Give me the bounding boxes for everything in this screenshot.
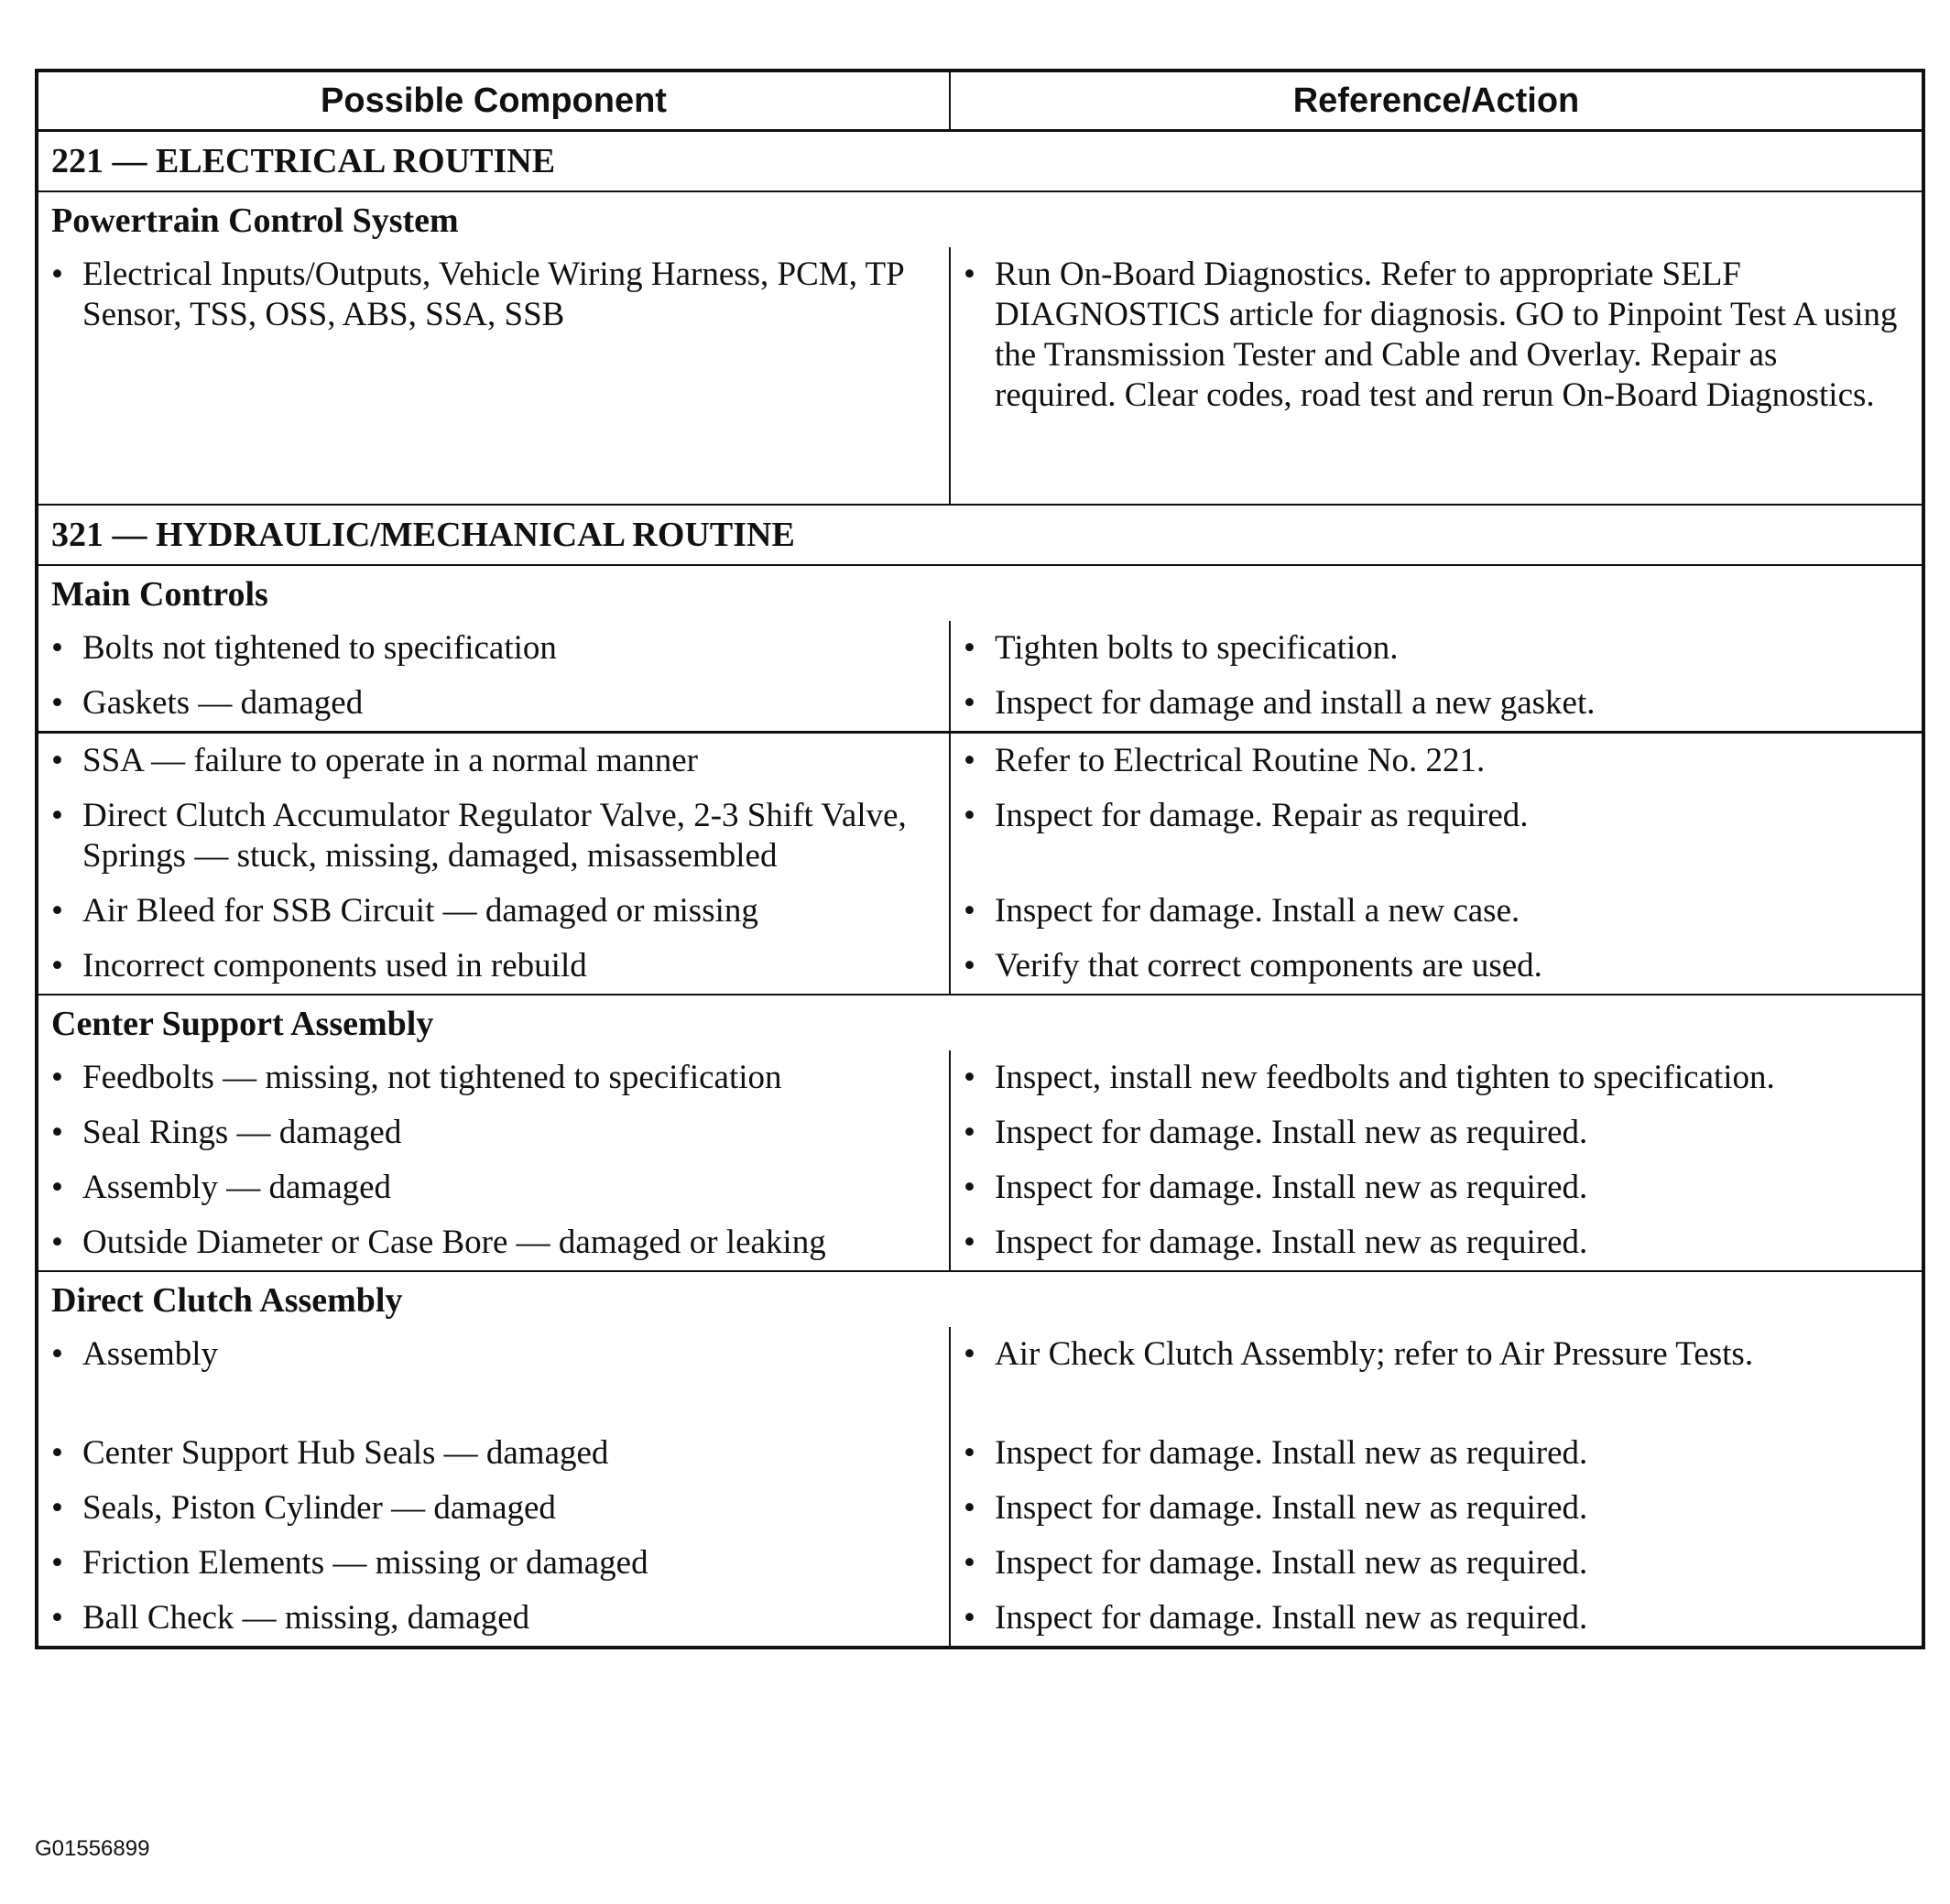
table-row bbox=[37, 1481, 1923, 1536]
table-row bbox=[37, 1050, 1923, 1105]
list-item bbox=[951, 1481, 1922, 1536]
routine-row-321 bbox=[37, 505, 1923, 565]
table-row bbox=[37, 1160, 1923, 1215]
bullet-icon: • bbox=[51, 1489, 63, 1527]
table-row bbox=[37, 621, 1923, 676]
action-cell bbox=[950, 1050, 1923, 1105]
action-cell bbox=[950, 789, 1923, 884]
table-row bbox=[37, 939, 1923, 995]
routine-row-221 bbox=[37, 131, 1923, 192]
table-row bbox=[37, 676, 1923, 733]
list-item bbox=[38, 621, 949, 676]
component-text: Assembly bbox=[82, 1335, 218, 1373]
list-item bbox=[38, 1105, 949, 1160]
list-item bbox=[38, 1536, 949, 1591]
component-text: Incorrect components used in rebuild bbox=[82, 947, 587, 985]
group-title-row bbox=[37, 995, 1923, 1050]
table-row bbox=[37, 1591, 1923, 1648]
bullet-icon: • bbox=[964, 947, 975, 985]
component-cell bbox=[37, 1536, 950, 1591]
action-cell bbox=[950, 247, 1923, 505]
list-item bbox=[38, 1160, 949, 1215]
bullet-icon: • bbox=[964, 1544, 975, 1582]
list-item bbox=[951, 1160, 1922, 1215]
group-title-row bbox=[37, 1271, 1923, 1327]
list-item bbox=[38, 247, 949, 504]
list-item bbox=[951, 1536, 1922, 1591]
action-text: Inspect for damage and install a new gasket. bbox=[995, 684, 1596, 722]
component-cell bbox=[37, 1591, 950, 1648]
list-item bbox=[951, 1591, 1922, 1646]
component-cell bbox=[37, 939, 950, 995]
action-cell bbox=[950, 676, 1923, 733]
action-cell bbox=[950, 1426, 1923, 1481]
routine-title-321: 321 — HYDRAULIC/MECHANICAL ROUTINE bbox=[37, 505, 1923, 565]
component-cell bbox=[37, 1426, 950, 1481]
bullet-icon: • bbox=[964, 256, 975, 293]
action-text: Refer to Electrical Routine No. 221. bbox=[995, 742, 1486, 779]
table-row bbox=[37, 247, 1923, 505]
component-text: Center Support Hub Seals — damaged bbox=[82, 1434, 609, 1472]
bullet-icon: • bbox=[964, 1335, 975, 1373]
bullet-icon: • bbox=[964, 1059, 975, 1096]
list-item bbox=[38, 884, 949, 939]
action-text: Inspect for damage. Install new as required. bbox=[995, 1114, 1588, 1151]
component-text: Seal Rings — damaged bbox=[82, 1114, 402, 1151]
action-cell bbox=[950, 1536, 1923, 1591]
component-cell bbox=[37, 733, 950, 789]
group-title-powertrain: Powertrain Control System bbox=[51, 201, 459, 240]
table-row bbox=[37, 789, 1923, 884]
action-text: Inspect for damage. Install new as required. bbox=[995, 1544, 1588, 1582]
action-text: Inspect for damage. Install new as required. bbox=[995, 1599, 1588, 1637]
list-item bbox=[951, 1215, 1922, 1270]
list-item bbox=[951, 734, 1922, 789]
bullet-icon: • bbox=[964, 1224, 975, 1261]
group-title-main-controls: Main Controls bbox=[51, 575, 268, 614]
component-cell bbox=[37, 621, 950, 676]
list-item bbox=[951, 789, 1922, 843]
list-item bbox=[38, 1050, 949, 1105]
group-title-row bbox=[37, 191, 1923, 247]
bullet-icon: • bbox=[51, 947, 63, 985]
bullet-icon: • bbox=[964, 1169, 975, 1206]
column-header-component: Possible Component bbox=[37, 71, 950, 131]
bullet-icon: • bbox=[964, 742, 975, 779]
component-cell bbox=[37, 884, 950, 939]
component-cell bbox=[37, 1160, 950, 1215]
action-cell bbox=[950, 1327, 1923, 1426]
component-text: Friction Elements — missing or damaged bbox=[82, 1544, 648, 1582]
list-item bbox=[38, 734, 949, 789]
action-text: Inspect for damage. Install new as required. bbox=[995, 1434, 1588, 1472]
component-cell bbox=[37, 676, 950, 733]
bullet-icon: • bbox=[964, 797, 975, 834]
action-cell bbox=[950, 1591, 1923, 1648]
action-cell bbox=[950, 1215, 1923, 1271]
list-item bbox=[38, 939, 949, 994]
list-item bbox=[38, 1481, 949, 1536]
table-row bbox=[37, 1536, 1923, 1591]
bullet-icon: • bbox=[964, 1599, 975, 1637]
bullet-icon: • bbox=[964, 1114, 975, 1151]
action-cell bbox=[950, 939, 1923, 995]
list-item bbox=[951, 1105, 1922, 1160]
table-row bbox=[37, 733, 1923, 789]
list-item bbox=[951, 939, 1922, 994]
action-cell bbox=[950, 733, 1923, 789]
component-text: Feedbolts — missing, not tightened to specification bbox=[82, 1059, 782, 1096]
component-cell bbox=[37, 1327, 950, 1426]
action-text: Inspect for damage. Repair as required. bbox=[995, 797, 1529, 834]
bullet-icon: • bbox=[51, 1059, 63, 1096]
action-text: Inspect for damage. Install new as required. bbox=[995, 1224, 1588, 1261]
figure-id: G01556899 bbox=[35, 1836, 150, 1861]
list-item bbox=[951, 621, 1922, 676]
component-text: Electrical Inputs/Outputs, Vehicle Wiring Harness, PCM, TP Sensor, TSS, OSS, ABS, SSA, SSB bbox=[82, 256, 904, 333]
component-text: Outside Diameter or Case Bore — damaged or leaking bbox=[82, 1224, 826, 1261]
action-text: Tighten bolts to specification. bbox=[995, 629, 1399, 667]
component-cell bbox=[37, 1050, 950, 1105]
component-text: Gaskets — damaged bbox=[82, 684, 364, 722]
bullet-icon: • bbox=[964, 684, 975, 722]
component-text: Bolts not tightened to specification bbox=[82, 629, 557, 667]
action-text: Inspect, install new feedbolts and tighten to specification. bbox=[995, 1059, 1775, 1096]
action-text: Air Check Clutch Assembly; refer to Air Pressure Tests. bbox=[995, 1335, 1754, 1373]
group-title-center-support: Center Support Assembly bbox=[37, 995, 1923, 1050]
group-title-direct-clutch: Direct Clutch Assembly bbox=[37, 1271, 1923, 1327]
component-text: Air Bleed for SSB Circuit — damaged or missing bbox=[82, 892, 758, 930]
component-text: SSA — failure to operate in a normal manner bbox=[82, 742, 698, 779]
bullet-icon: • bbox=[51, 742, 63, 779]
component-cell bbox=[37, 1105, 950, 1160]
component-text: Seals, Piston Cylinder — damaged bbox=[82, 1489, 556, 1527]
action-text: Run On-Board Diagnostics. Refer to appropriate SELF DIAGNOSTICS article for diagnosis. GO to Pinpoint Test A using the Transmission Tester and Cable and Overlay. Repair as required. Clear codes, road test and rerun On-Board Diagnostics. bbox=[995, 256, 1898, 414]
group-title-row bbox=[37, 565, 1923, 621]
action-cell bbox=[950, 1105, 1923, 1160]
bullet-icon: • bbox=[51, 1434, 63, 1472]
bullet-icon: • bbox=[964, 1434, 975, 1472]
list-item bbox=[951, 1426, 1922, 1481]
table-row bbox=[37, 1426, 1923, 1481]
component-cell bbox=[37, 247, 950, 505]
bullet-icon: • bbox=[51, 1169, 63, 1206]
action-text: Inspect for damage. Install new as required. bbox=[995, 1169, 1588, 1206]
component-text: Direct Clutch Accumulator Regulator Valve, 2-3 Shift Valve, Springs — stuck, missing, damaged, misassembled bbox=[82, 797, 907, 875]
list-item bbox=[951, 1050, 1922, 1105]
list-item bbox=[951, 1327, 1922, 1382]
table-row bbox=[37, 1105, 1923, 1160]
bullet-icon: • bbox=[51, 797, 63, 834]
component-cell bbox=[37, 789, 950, 884]
routine-title-221: 221 — ELECTRICAL ROUTINE bbox=[37, 131, 1923, 192]
bullet-icon: • bbox=[964, 1489, 975, 1527]
list-item bbox=[951, 676, 1922, 731]
component-text: Ball Check — missing, damaged bbox=[82, 1599, 530, 1637]
bullet-icon: • bbox=[51, 1114, 63, 1151]
component-cell bbox=[37, 1481, 950, 1536]
bullet-icon: • bbox=[51, 684, 63, 722]
table-row bbox=[37, 884, 1923, 939]
component-text: Assembly — damaged bbox=[82, 1169, 392, 1206]
bullet-icon: • bbox=[964, 892, 975, 930]
bullet-icon: • bbox=[964, 629, 975, 667]
bullet-icon: • bbox=[51, 1599, 63, 1637]
list-item bbox=[38, 676, 949, 731]
table-row bbox=[37, 1327, 1923, 1426]
list-item bbox=[38, 1215, 949, 1270]
table-row bbox=[37, 1215, 1923, 1271]
header-row bbox=[37, 71, 1923, 131]
action-text: Inspect for damage. Install a new case. bbox=[995, 892, 1520, 930]
list-item bbox=[951, 247, 1922, 423]
action-text: Verify that correct components are used. bbox=[995, 947, 1542, 985]
bullet-icon: • bbox=[51, 629, 63, 667]
action-text: Inspect for damage. Install new as required. bbox=[995, 1489, 1588, 1527]
bullet-icon: • bbox=[51, 1335, 63, 1373]
action-cell bbox=[950, 1481, 1923, 1536]
list-item bbox=[38, 1591, 949, 1646]
list-item bbox=[38, 1327, 949, 1426]
bullet-icon: • bbox=[51, 1544, 63, 1582]
list-item bbox=[38, 1426, 949, 1481]
list-item bbox=[38, 789, 949, 884]
action-cell bbox=[950, 884, 1923, 939]
component-cell bbox=[37, 1215, 950, 1271]
bullet-icon: • bbox=[51, 1224, 63, 1261]
action-cell bbox=[950, 1160, 1923, 1215]
column-header-action: Reference/Action bbox=[950, 71, 1923, 131]
bullet-icon: • bbox=[51, 892, 63, 930]
action-cell bbox=[950, 621, 1923, 676]
bullet-icon: • bbox=[51, 256, 63, 293]
diagnosis-table bbox=[35, 69, 1925, 1649]
list-item bbox=[951, 884, 1922, 939]
